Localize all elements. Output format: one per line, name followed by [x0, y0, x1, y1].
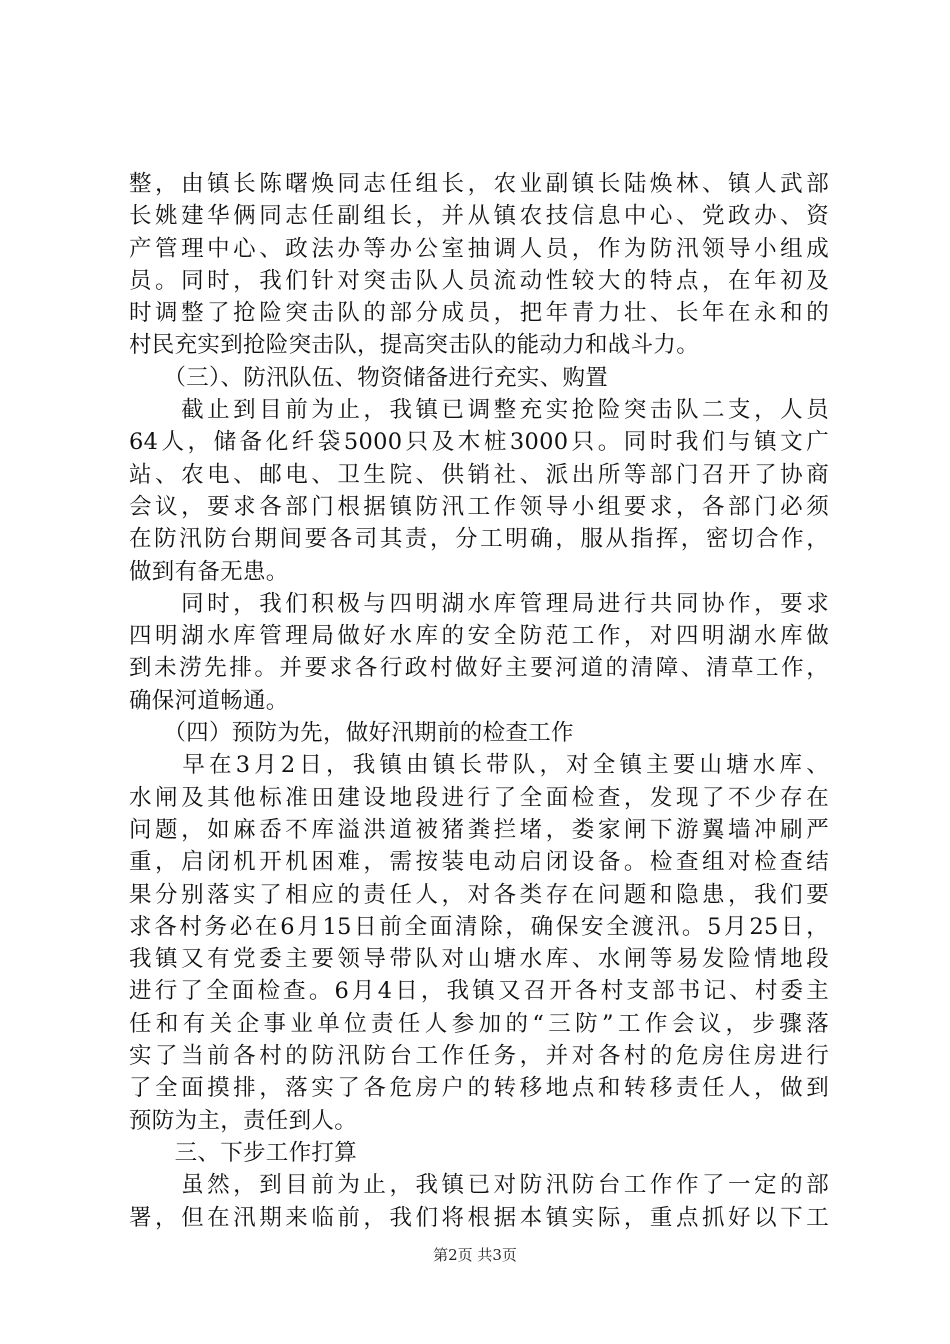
- text-line: 三、下步工作打算: [129, 1139, 358, 1166]
- text-line: 站、农电、邮电、卫生院、供销社、派出所等部门召开了协商: [129, 461, 829, 488]
- text-line: 64人，储备化纤袋5000只及木桩3000只。同时我们与镇文广: [129, 429, 829, 456]
- text-line: 重，启闭机开机困难，需按装电动启闭设备。检查组对检查结: [129, 849, 829, 876]
- text-line: 长姚建华俩同志任副组长，并从镇农技信息中心、党政办、资: [129, 203, 829, 230]
- text-line: 问题，如麻岙不库溢洪道被猪粪拦堵，娄家闸下游翼墙冲刷严: [129, 816, 829, 843]
- text-line: 任和有关企事业单位责任人参加的“三防”工作会议，步骤落: [129, 1010, 829, 1037]
- text-line: 在防汛防台期间要各司其责，分工明确，服从指挥，密切合作，: [129, 526, 829, 553]
- text-line: 时调整了抢险突击队的部分成员，把年青力壮、长年在永和的: [129, 300, 829, 327]
- text-line: 我镇又有党委主要领导带队对山塘水库、水闸等易发险情地段: [129, 946, 829, 973]
- text-line: 进行了全面检查。6月4日，我镇又召开各村支部书记、村委主: [129, 978, 829, 1005]
- text-line: 村民充实到抢险突击队，提高突击队的能动力和战斗力。: [129, 332, 700, 359]
- text-line: 四明湖水库管理局做好水库的安全防范工作，对四明湖水库做: [129, 623, 829, 650]
- text-line: 署，但在汛期来临前，我们将根据本镇实际，重点抓好以下工: [129, 1204, 829, 1231]
- text-line: 会议，要求各部门根据镇防汛工作领导小组要求，各部门必须: [129, 493, 829, 520]
- page-footer: 第2页 共3页: [433, 1246, 517, 1264]
- text-line: 整，由镇长陈曙焕同志任组长，农业副镇长陆焕林、镇人武部: [129, 171, 829, 197]
- text-line: （四）预防为先，做好汛期前的检查工作: [129, 720, 574, 747]
- text-line: 预防为主，责任到人。: [129, 1107, 358, 1134]
- text-line: 了全面摸排，落实了各危房户的转移地点和转移责任人，做到: [129, 1075, 829, 1102]
- text-line: 虽然，到目前为止，我镇已对防汛防台工作作了一定的部: [129, 1172, 829, 1199]
- text-line: 产管理中心、政法办等办公室抽调人员，作为防汛领导小组成: [129, 235, 829, 262]
- text-line: 确保河道畅通。: [129, 687, 289, 714]
- text-line: 早在3月2日，我镇由镇长带队，对全镇主要山塘水库、: [129, 752, 829, 779]
- text-line: 做到有备无患。: [129, 558, 289, 585]
- text-line: （三）、防汛队伍、物资储备进行充实、购置: [129, 364, 609, 391]
- text-line: 实了当前各村的防汛防台工作任务，并对各村的危房住房进行: [129, 1043, 829, 1070]
- text-line: 员。同时，我们针对突击队人员流动性较大的特点，在年初及: [129, 267, 829, 294]
- document-body: [129, 168, 829, 1234]
- text-line: 到未涝先排。并要求各行政村做好主要河道的清障、清草工作，: [129, 655, 829, 682]
- text-line: 果分别落实了相应的责任人，对各类存在问题和隐患，我们要: [129, 881, 829, 908]
- text-line: 同时，我们积极与四明湖水库管理局进行共同协作，要求: [129, 590, 829, 617]
- text-line: 水闸及其他标准田建设地段进行了全面检查，发现了不少存在: [129, 784, 829, 811]
- text-line: 截止到目前为止，我镇已调整充实抢险突击队二支，人员: [129, 397, 829, 424]
- text-line: 求各村务必在6月15日前全面清除，确保安全渡汛。5月25日，: [129, 913, 829, 940]
